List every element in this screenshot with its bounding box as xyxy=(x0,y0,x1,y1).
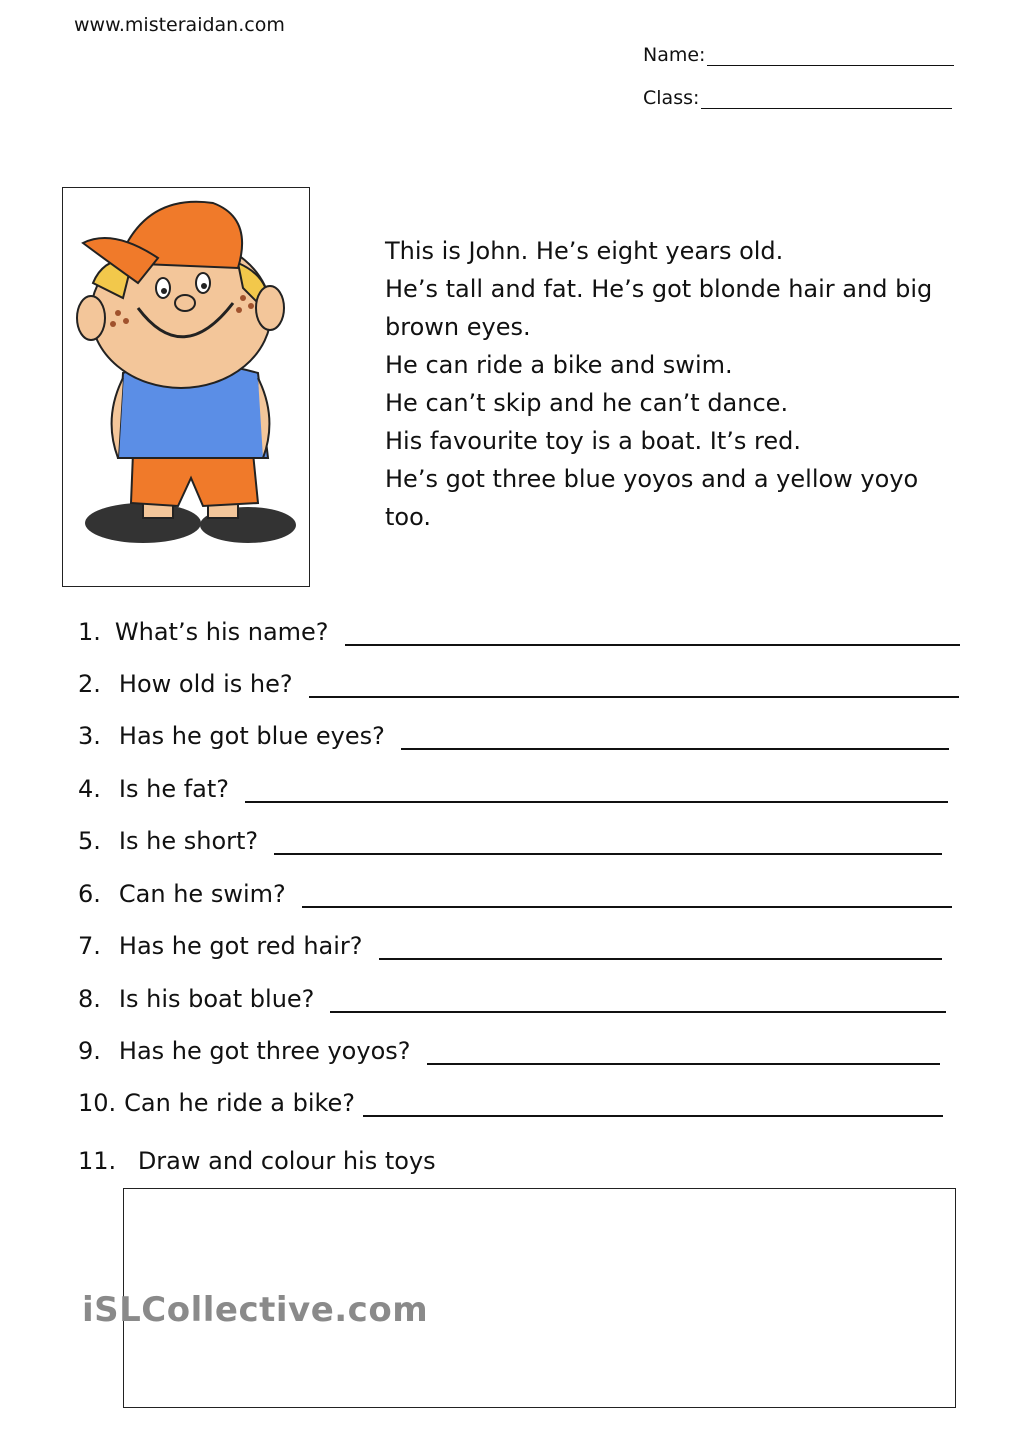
passage-line: too. xyxy=(385,503,431,531)
boy-illustration xyxy=(63,188,308,585)
question-9 xyxy=(78,1037,940,1065)
question-11 xyxy=(78,1147,436,1175)
question-text: Has he got red hair? xyxy=(118,932,363,960)
question-number: 7. xyxy=(78,932,101,960)
answer-line[interactable] xyxy=(330,989,946,1013)
passage-line: This is John. He’s eight years old. xyxy=(385,237,784,265)
class-answer-line[interactable] xyxy=(701,88,952,109)
question-text: Is he fat? xyxy=(118,775,230,803)
question-text: Can he ride a bike? xyxy=(124,1089,356,1117)
shorts xyxy=(131,453,258,506)
question-2 xyxy=(78,670,959,698)
passage-line: His favourite toy is a boat. It’s red. xyxy=(385,427,802,455)
answer-line[interactable] xyxy=(309,674,959,698)
name-answer-line[interactable] xyxy=(707,45,954,66)
question-text: Draw and colour his toys xyxy=(137,1147,436,1175)
question-number: 4. xyxy=(78,775,101,803)
boy-picture-frame xyxy=(62,187,310,587)
question-7 xyxy=(78,932,942,960)
question-number: 11. xyxy=(78,1147,117,1175)
question-10 xyxy=(78,1089,943,1117)
question-text: Is he short? xyxy=(118,827,259,855)
website-url: www.misteraidan.com xyxy=(74,14,285,36)
question-number: 2. xyxy=(78,670,101,698)
question-number: 3. xyxy=(78,722,101,750)
passage-line: brown eyes. xyxy=(385,313,531,341)
passage-line: He’s tall and fat. He’s got blonde hair and big xyxy=(385,275,933,303)
passage-line: He can’t skip and he can’t dance. xyxy=(385,389,789,417)
question-number: 10. xyxy=(78,1089,117,1117)
question-text: Is his boat blue? xyxy=(118,985,315,1013)
question-text: Has he got three yoyos? xyxy=(118,1037,411,1065)
question-5 xyxy=(78,827,942,855)
answer-line[interactable] xyxy=(245,779,948,803)
question-text: How old is he? xyxy=(118,670,293,698)
question-3 xyxy=(78,722,949,750)
class-field[interactable] xyxy=(643,87,952,109)
question-number: 9. xyxy=(78,1037,101,1065)
name-label: Name: xyxy=(643,44,706,66)
answer-line[interactable] xyxy=(379,936,942,960)
question-text: Can he swim? xyxy=(118,880,286,908)
answer-line[interactable] xyxy=(302,884,952,908)
answer-line[interactable] xyxy=(363,1093,943,1117)
question-6 xyxy=(78,880,952,908)
question-number: 5. xyxy=(78,827,101,855)
question-number: 8. xyxy=(78,985,101,1013)
reading-passage xyxy=(385,232,985,536)
name-field[interactable] xyxy=(643,44,954,66)
answer-line[interactable] xyxy=(345,622,960,646)
watermark: iSLCollective.com xyxy=(82,1290,429,1330)
question-number: 6. xyxy=(78,880,101,908)
question-text: What’s his name? xyxy=(114,618,329,646)
question-text: Has he got blue eyes? xyxy=(118,722,385,750)
answer-line[interactable] xyxy=(401,726,949,750)
class-label: Class: xyxy=(643,87,700,109)
question-4 xyxy=(78,775,948,803)
question-8 xyxy=(78,985,946,1013)
question-number: 1. xyxy=(78,618,101,646)
question-1 xyxy=(78,618,960,646)
answer-line[interactable] xyxy=(427,1041,940,1065)
passage-line: He can ride a bike and swim. xyxy=(385,351,733,379)
passage-line: He’s got three blue yoyos and a yellow yoyo xyxy=(385,465,919,493)
answer-line[interactable] xyxy=(274,831,942,855)
